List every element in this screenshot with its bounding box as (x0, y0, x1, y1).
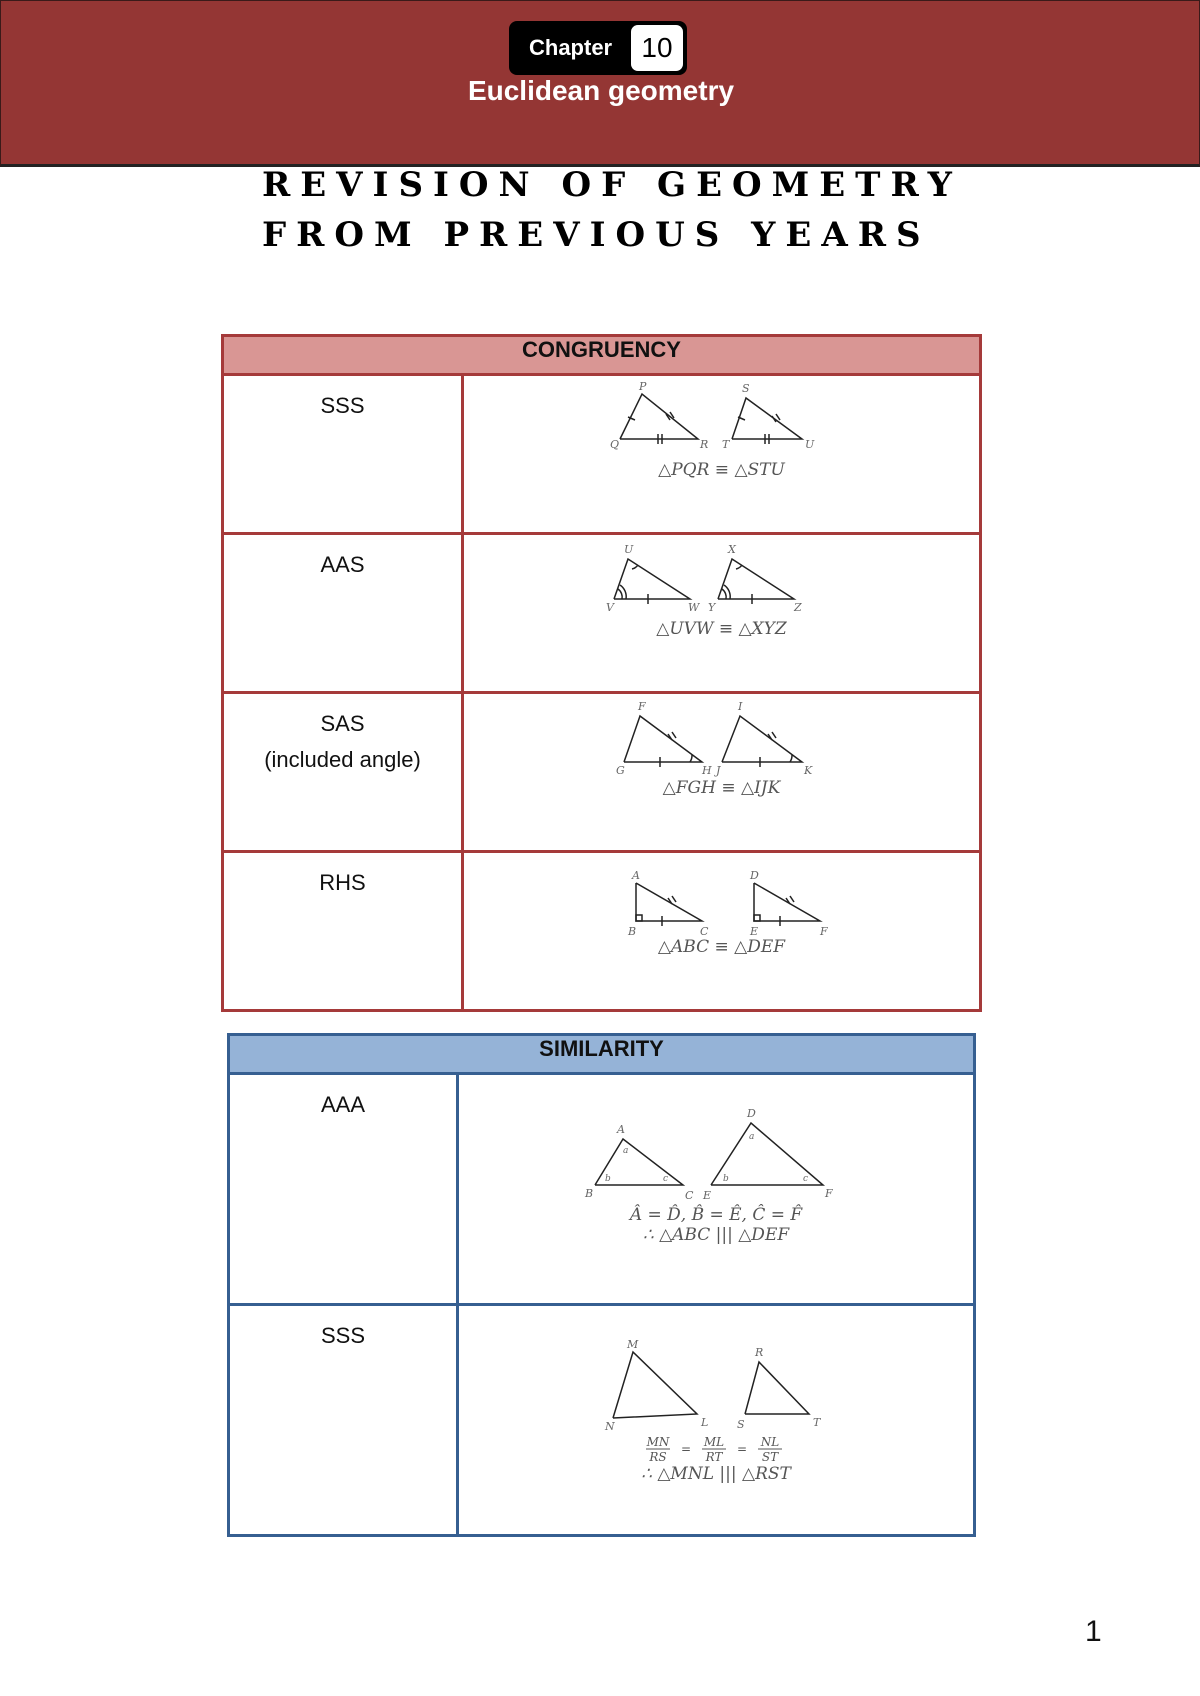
vertex-label: B (585, 1187, 594, 1200)
ratio-denominator: ST (761, 1450, 779, 1464)
vertex-label: I (737, 700, 742, 713)
angle-mark: b (605, 1174, 611, 1184)
vertex-label: Q (609, 438, 619, 451)
table-row (223, 852, 981, 1011)
diagram-cell (458, 1305, 975, 1536)
vertex-label: F (825, 1187, 833, 1200)
vertex-label: W (687, 601, 699, 614)
rule-label: AAA (229, 1074, 458, 1305)
table-row (223, 534, 981, 693)
vertex-label: A (617, 1123, 625, 1136)
vertex-label: X (727, 543, 736, 556)
vertex-label: R (755, 1346, 764, 1359)
aas-congruency-diagram (602, 535, 842, 619)
congruency-table (221, 334, 982, 1012)
diagram-cell (463, 693, 981, 852)
rule-label: SAS (included angle) (223, 693, 463, 852)
angle-mark: c (663, 1174, 669, 1184)
table-row (229, 1305, 975, 1536)
vertex-label: Z (793, 601, 802, 614)
sas-congruency-diagram (602, 694, 842, 778)
congruence-statement: △PQR ≡ △STU (658, 460, 785, 480)
congruence-statement: △ABC ≡ △DEF (657, 937, 786, 957)
similarity-statement: ∴ △MNL ||| △RST (641, 1464, 791, 1484)
ratio-numerator: ML (703, 1435, 725, 1449)
vertex-label: Y (707, 601, 715, 614)
rule-label: SSS (229, 1305, 458, 1536)
vertex-label: U (623, 543, 633, 556)
vertex-label: B (627, 925, 636, 937)
title-line-1: REVISION OF GEOMETRY (262, 165, 962, 205)
vertex-label: G (615, 764, 625, 777)
vertex-label: F (819, 925, 828, 937)
vertex-label: V (605, 601, 614, 614)
vertex-label: C (685, 1189, 694, 1202)
table-row (223, 693, 981, 852)
similarity-heading: SIMILARITY (229, 1035, 975, 1074)
aaa-similarity-diagram (581, 1105, 851, 1205)
title-line-2: FROM PREVIOUS YEARS (262, 215, 931, 255)
vertex-label: M (627, 1338, 639, 1351)
rule-label: RHS (223, 852, 463, 1011)
angle-mark: b (723, 1174, 729, 1184)
chapter-number: 10 (631, 25, 683, 71)
ratio-numerator: NL (760, 1435, 780, 1449)
side-ratio-equation (636, 1434, 796, 1464)
similarity-table (227, 1033, 976, 1537)
table-row (229, 1074, 975, 1305)
rule-label: SSS (223, 375, 463, 534)
vertex-label: J (715, 764, 720, 777)
congruence-statement: △UVW ≡ △XYZ (656, 619, 787, 639)
vertex-label: A (631, 869, 640, 882)
sss-congruency-diagram (602, 376, 842, 460)
similarity-statement: ∴ △ABC ||| △DEF (642, 1225, 790, 1245)
svg-text:=: = (736, 1442, 748, 1456)
vertex-label: L (701, 1416, 709, 1429)
congruency-heading: CONGRUENCY (223, 336, 981, 375)
vertex-label: K (803, 764, 812, 777)
vertex-label: C (699, 925, 708, 937)
ratio-numerator: MN (646, 1435, 670, 1449)
chapter-badge (509, 21, 687, 75)
rhs-congruency-diagram (602, 853, 842, 937)
vertex-label: F (637, 700, 646, 713)
angle-mark: a (749, 1132, 755, 1142)
vertex-label: S (741, 382, 750, 395)
vertex-label: E (749, 925, 758, 937)
angle-mark: a (623, 1146, 629, 1156)
diagram-cell (458, 1074, 975, 1305)
svg-text:=: = (680, 1442, 692, 1456)
rule-label: AAS (223, 534, 463, 693)
congruence-statement: △FGH ≡ △IJK (662, 778, 781, 798)
diagram-cell (463, 852, 981, 1011)
vertex-label: T (721, 438, 729, 451)
ratio-denominator: RS (649, 1450, 667, 1464)
chapter-label: Chapter (529, 35, 613, 60)
rule-note: (included angle) (264, 747, 421, 772)
vertex-label: D (747, 1107, 756, 1120)
page-number: 1 (1085, 1615, 1102, 1648)
vertex-label: P (638, 380, 646, 393)
table-row (223, 375, 981, 534)
diagram-cell (463, 375, 981, 534)
chapter-banner (0, 0, 1200, 167)
sss-similarity-diagram (581, 1334, 851, 1434)
vertex-label: T (813, 1416, 821, 1429)
ratio-denominator: RT (705, 1450, 723, 1464)
angle-mark: c (803, 1174, 809, 1184)
vertex-label: D (749, 869, 759, 882)
diagram-cell (463, 534, 981, 693)
vertex-label: U (804, 438, 814, 451)
vertex-label: S (737, 1418, 745, 1431)
vertex-label: H (701, 764, 712, 777)
vertex-label: E (703, 1189, 712, 1202)
vertex-label: R (699, 438, 708, 451)
chapter-title: Euclidean geometry (467, 75, 735, 106)
angle-equalities: Â = D̂, B̂ = Ê, Ĉ = F̂ (629, 1205, 803, 1225)
page-title (262, 160, 1022, 260)
vertex-label: N (605, 1420, 615, 1433)
